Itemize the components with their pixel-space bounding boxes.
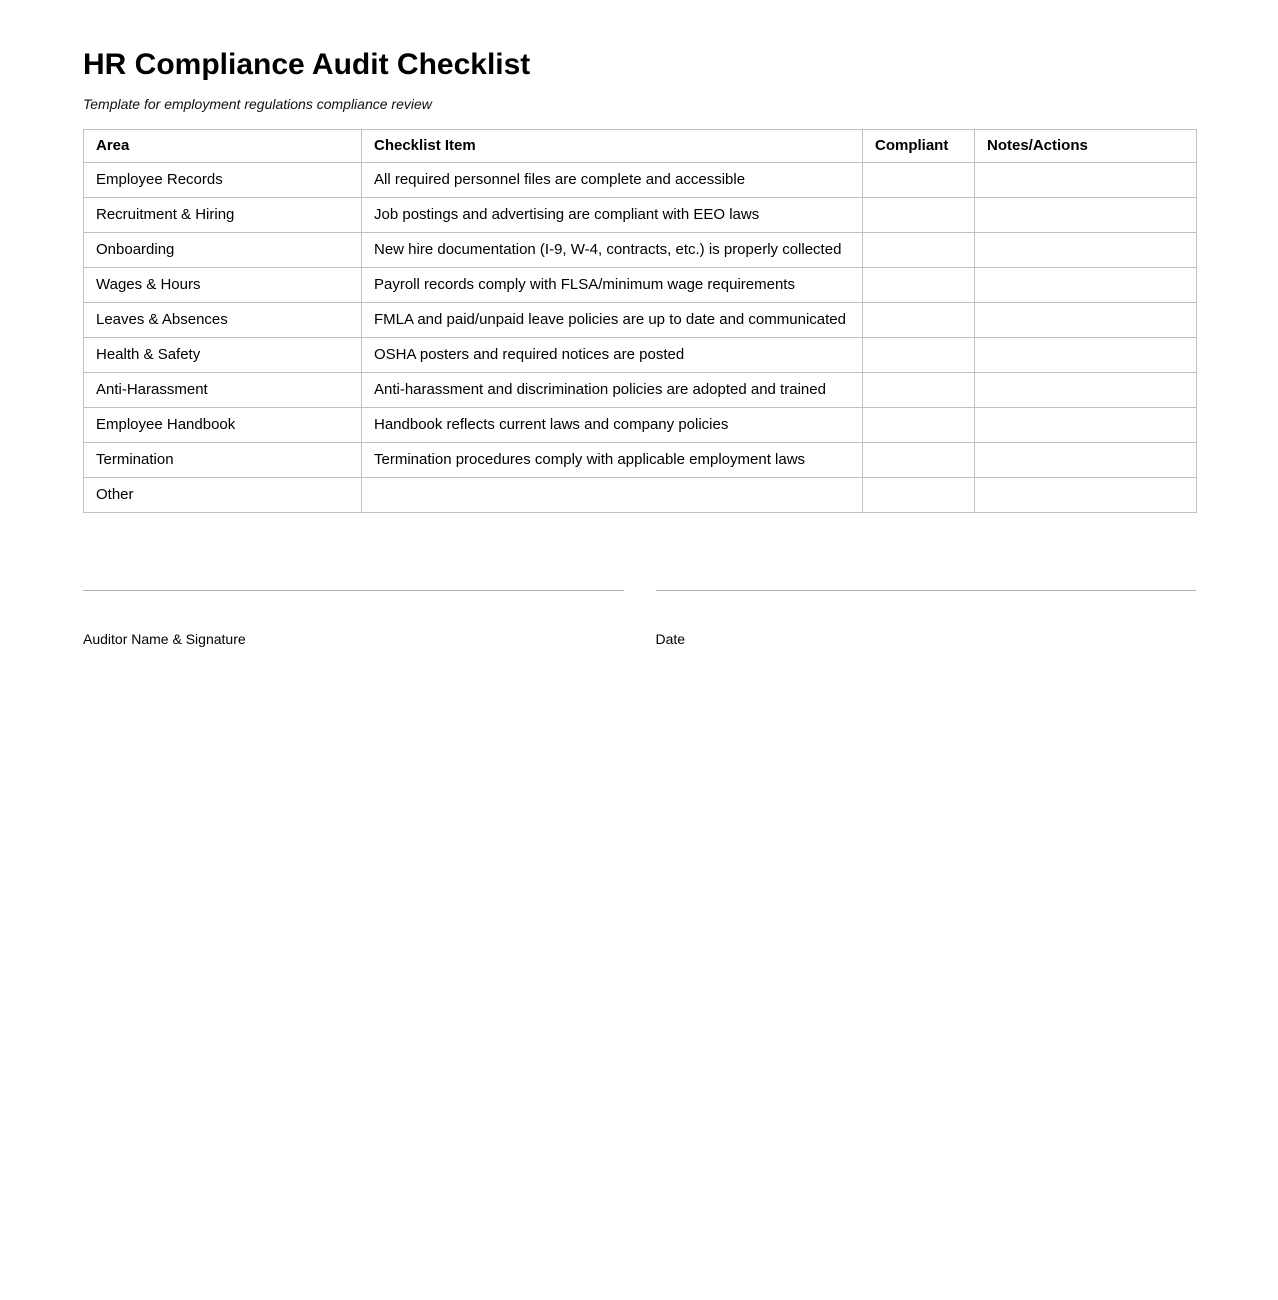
notes-actions-cell xyxy=(975,442,1197,477)
auditor-signature-block xyxy=(83,590,624,647)
notes-actions-cell xyxy=(975,197,1197,232)
date-label: Date xyxy=(655,630,686,647)
column-header-area: Area xyxy=(84,129,362,162)
checklist-item-cell: Job postings and advertising are compliant with EEO laws xyxy=(362,197,863,232)
notes-actions-cell xyxy=(975,407,1197,442)
notes-actions-cell xyxy=(975,267,1197,302)
checklist-table xyxy=(83,129,1197,513)
area-cell: Termination xyxy=(84,442,362,477)
table-header-row xyxy=(84,129,1197,162)
area-cell: Employee Handbook xyxy=(84,407,362,442)
checklist-item-cell: FMLA and paid/unpaid leave policies are up to date and communicated xyxy=(362,302,863,337)
table-row xyxy=(84,162,1197,197)
notes-actions-cell xyxy=(975,162,1197,197)
compliant-cell xyxy=(863,337,975,372)
area-cell: Employee Records xyxy=(84,162,362,197)
column-header-checklist-item: Checklist Item xyxy=(362,129,863,162)
checklist-item-cell: OSHA posters and required notices are posted xyxy=(362,337,863,372)
notes-actions-cell xyxy=(975,232,1197,267)
date-block xyxy=(656,590,1197,647)
area-cell: Wages & Hours xyxy=(84,267,362,302)
column-header-compliant: Compliant xyxy=(863,129,975,162)
table-row xyxy=(84,477,1197,512)
checklist-item-cell: Handbook reflects current laws and company policies xyxy=(362,407,863,442)
compliant-cell xyxy=(863,477,975,512)
page-subtitle: Template for employment regulations compliance review xyxy=(83,95,432,112)
compliant-cell xyxy=(863,232,975,267)
compliant-cell xyxy=(863,162,975,197)
table-row xyxy=(84,267,1197,302)
page-title: HR Compliance Audit Checklist xyxy=(83,48,531,81)
area-cell: Other xyxy=(84,477,362,512)
area-cell: Onboarding xyxy=(84,232,362,267)
table-row xyxy=(84,232,1197,267)
notes-actions-cell xyxy=(975,477,1197,512)
area-cell: Leaves & Absences xyxy=(84,302,362,337)
compliant-cell xyxy=(863,267,975,302)
date-signature-line xyxy=(656,590,1197,591)
compliant-cell xyxy=(863,372,975,407)
notes-actions-cell xyxy=(975,372,1197,407)
table-row xyxy=(84,442,1197,477)
table-row xyxy=(84,337,1197,372)
table-row xyxy=(84,372,1197,407)
auditor-signature-line xyxy=(83,590,624,591)
notes-actions-cell xyxy=(975,337,1197,372)
compliant-cell xyxy=(863,197,975,232)
checklist-item-cell: Termination procedures comply with applicable employment laws xyxy=(362,442,863,477)
compliant-cell xyxy=(863,302,975,337)
checklist-item-cell: Payroll records comply with FLSA/minimum wage requirements xyxy=(362,267,863,302)
checklist-item-cell: New hire documentation (I-9, W-4, contracts, etc.) is properly collected xyxy=(362,232,863,267)
auditor-signature-label: Auditor Name & Signature xyxy=(83,630,246,647)
table-row xyxy=(84,407,1197,442)
checklist-item-cell: All required personnel files are complete and accessible xyxy=(362,162,863,197)
area-cell: Recruitment & Hiring xyxy=(84,197,362,232)
column-header-notes-actions: Notes/Actions xyxy=(975,129,1197,162)
checklist-item-cell xyxy=(362,477,863,512)
compliant-cell xyxy=(863,442,975,477)
area-cell: Anti-Harassment xyxy=(84,372,362,407)
table-row xyxy=(84,197,1197,232)
checklist-item-cell: Anti-harassment and discrimination policies are adopted and trained xyxy=(362,372,863,407)
signature-section xyxy=(83,590,1196,647)
table-row xyxy=(84,302,1197,337)
area-cell: Health & Safety xyxy=(84,337,362,372)
notes-actions-cell xyxy=(975,302,1197,337)
compliant-cell xyxy=(863,407,975,442)
